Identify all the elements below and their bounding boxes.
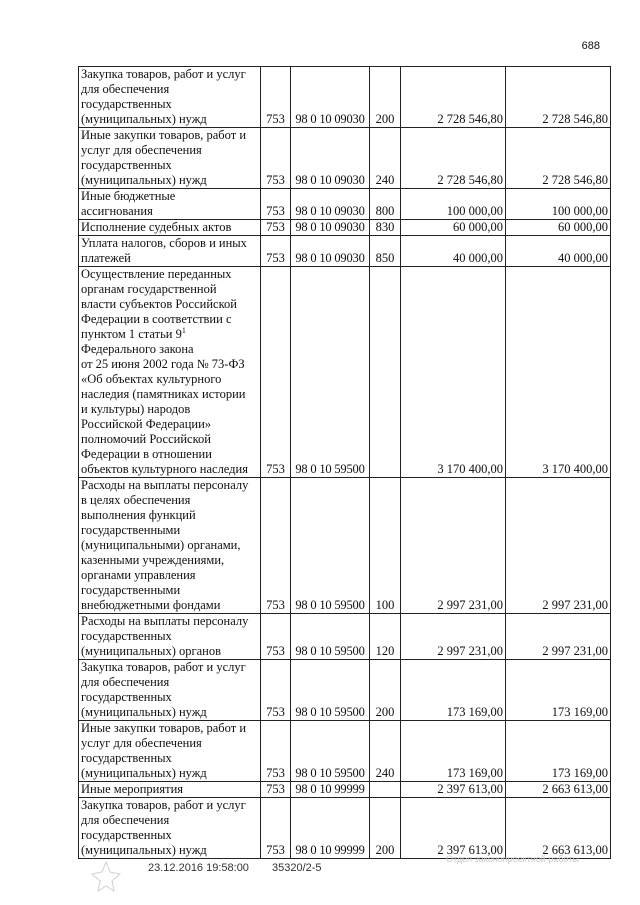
row-sum-year1: 60 000,00 [401,220,506,236]
row-expense-type: 830 [370,220,401,236]
row-target-article: 98 0 10 59500 [291,478,370,614]
description-line: Исполнение судебных актов [81,220,232,234]
row-description [79,189,261,220]
row-description [79,660,261,721]
row-sum-year1: 2 997 231,00 [401,614,506,660]
row-sum-year2: 2 997 231,00 [506,478,611,614]
description-line: (муниципальных) нужд [81,173,207,187]
description-line: государственными [81,583,181,597]
row-code: 753 [261,478,291,614]
description-line: Закупка товаров, работ и услуг [81,798,246,812]
description-line: органам государственной [81,282,217,296]
row-expense-type: 240 [370,721,401,782]
row-expense-type: 850 [370,236,401,267]
description-line: власти субъектов Российской [81,297,237,311]
description-line: Закупка товаров, работ и услуг [81,660,246,674]
row-code: 753 [261,798,291,859]
row-target-article: 98 0 10 59500 [291,660,370,721]
row-target-article: 98 0 10 99999 [291,782,370,798]
description-line: и культуры) народов [81,402,191,416]
row-description [79,128,261,189]
row-description [79,798,261,859]
row-code: 753 [261,721,291,782]
description-line: в целях обеспечения [81,493,191,507]
description-line: (муниципальных) нужд [81,112,207,126]
description-line: государственных [81,97,172,111]
description-line: «Об объектах культурного [81,372,222,386]
description-line: услуг для обеспечения [81,143,202,157]
row-sum-year2: 2 728 546,80 [506,128,611,189]
article-superscript: 1 [181,325,186,335]
row-code: 753 [261,782,291,798]
row-expense-type: 200 [370,660,401,721]
budget-table [78,66,611,859]
table-row [79,128,611,189]
description-line: (муниципальных) нужд [81,843,207,857]
emblem-icon [88,858,124,894]
description-line: Федерального закона [81,342,194,356]
row-expense-type: 240 [370,128,401,189]
row-description [79,220,261,236]
row-sum-year1: 3 170 400,00 [401,267,506,478]
description-line: государственных [81,158,172,172]
row-sum-year2: 2 997 231,00 [506,614,611,660]
row-sum-year1: 2 397 613,00 [401,798,506,859]
row-target-article: 98 0 10 99999 [291,798,370,859]
row-description [79,267,261,478]
description-line: полномочий Российской [81,432,211,446]
row-target-article: 98 0 10 09030 [291,220,370,236]
row-expense-type: 120 [370,614,401,660]
description-line: Расходы на выплаты персоналу [81,614,249,628]
description-line: государственных [81,690,172,704]
description-line: (муниципальными) органами, [81,538,241,552]
description-line: (муниципальных) нужд [81,766,207,780]
row-sum-year1: 173 169,00 [401,660,506,721]
row-sum-year1: 2 728 546,80 [401,67,506,128]
row-sum-year2: 3 170 400,00 [506,267,611,478]
description-line: (муниципальных) органов [81,644,222,658]
row-expense-type: 800 [370,189,401,220]
row-sum-year2: 173 169,00 [506,721,611,782]
description-line: (муниципальных) нужд [81,705,207,719]
row-target-article: 98 0 10 59500 [291,267,370,478]
row-description [79,782,261,798]
description-line: государственных [81,828,172,842]
row-code: 753 [261,189,291,220]
table-row [79,189,611,220]
table-row [79,67,611,128]
description-line: государственных [81,629,172,643]
row-expense-type [370,782,401,798]
row-sum-year2: 100 000,00 [506,189,611,220]
row-sum-year2: 2 663 613,00 [506,798,611,859]
row-code: 753 [261,267,291,478]
row-sum-year1: 40 000,00 [401,236,506,267]
table-row [79,478,611,614]
description-line: Иные закупки товаров, работ и [81,721,247,735]
table-row [79,267,611,478]
description-line: государственными [81,523,181,537]
table-row [79,721,611,782]
row-target-article: 98 0 10 59500 [291,721,370,782]
row-sum-year2: 173 169,00 [506,660,611,721]
row-description [79,236,261,267]
row-code: 753 [261,128,291,189]
row-code: 753 [261,220,291,236]
table-row [79,782,611,798]
row-target-article: 98 0 10 09030 [291,128,370,189]
row-expense-type: 200 [370,67,401,128]
row-target-article: 98 0 10 59500 [291,614,370,660]
row-sum-year2: 60 000,00 [506,220,611,236]
row-expense-type: 100 [370,478,401,614]
row-expense-type [370,267,401,478]
budget-table-body [79,67,611,859]
row-target-article: 98 0 10 09030 [291,67,370,128]
registration-stamp: Отдел законопроектной работы [446,854,579,864]
table-row [79,236,611,267]
page-number: 688 [581,40,600,52]
row-sum-year1: 100 000,00 [401,189,506,220]
row-sum-year1: 2 728 546,80 [401,128,506,189]
description-line: для обеспечения [81,813,170,827]
description-line: для обеспечения [81,82,170,96]
description-line: казенными учреждениями, [81,553,225,567]
row-code: 753 [261,614,291,660]
table-row [79,798,611,859]
table-row [79,614,611,660]
description-line: ассигнования [81,204,153,218]
row-code: 753 [261,660,291,721]
row-sum-year1: 173 169,00 [401,721,506,782]
description-line: Иные бюджетные [81,189,176,203]
description-line: для обеспечения [81,675,170,689]
description-line: от 25 июня 2002 года № 73-ФЗ [81,357,245,371]
row-description [79,614,261,660]
description-line: пунктом 1 статьи $9^1$ [81,325,186,341]
row-sum-year2: 2 663 613,00 [506,782,611,798]
description-line: внебюджетными фондами [81,598,221,612]
description-line: объектов культурного наследия [81,462,248,476]
table-row [79,660,611,721]
row-sum-year1: 2 397 613,00 [401,782,506,798]
description-line: Закупка товаров, работ и услуг [81,67,246,81]
description-line: платежей [81,251,131,265]
description-line: выполнения функций [81,508,196,522]
row-target-article: 98 0 10 09030 [291,236,370,267]
footer-doc-id: 35320/2-5 [272,862,322,874]
description-line: услуг для обеспечения [81,736,202,750]
description-line: Российской Федерации» [81,417,212,431]
description-line: Иные мероприятия [81,782,184,796]
footer-datetime: 23.12.2016 19:58:00 [148,862,249,874]
row-sum-year2: 40 000,00 [506,236,611,267]
description-line: Федерации в соответствии с [81,312,232,326]
row-description [79,721,261,782]
row-description [79,67,261,128]
description-line: Осуществление переданных [81,267,232,281]
row-expense-type: 200 [370,798,401,859]
row-code: 753 [261,236,291,267]
row-sum-year2: 2 728 546,80 [506,67,611,128]
description-line: Иные закупки товаров, работ и [81,128,247,142]
description-line: наследия (памятниках истории [81,387,246,401]
description-line: органами управления [81,568,196,582]
description-line: Уплата налогов, сборов и иных [81,236,247,250]
description-line: Расходы на выплаты персоналу [81,478,249,492]
row-code: 753 [261,67,291,128]
table-row [79,220,611,236]
description-line: Федерации в отношении [81,447,212,461]
row-target-article: 98 0 10 09030 [291,189,370,220]
row-description [79,478,261,614]
description-line: государственных [81,751,172,765]
row-sum-year1: 2 997 231,00 [401,478,506,614]
